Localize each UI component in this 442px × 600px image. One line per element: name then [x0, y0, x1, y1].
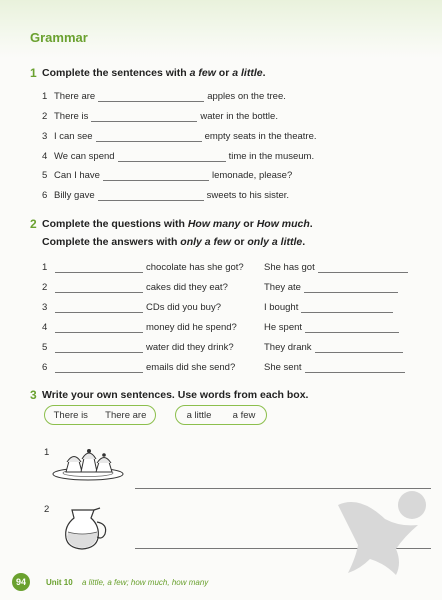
item-after-text: empty seats in the theatre. — [204, 131, 317, 142]
exercise-2-number: 2 — [30, 217, 37, 231]
ex2-answer-6 — [264, 359, 408, 373]
instr-text: . — [302, 236, 306, 248]
exercise-2-instruction-1 — [42, 218, 313, 230]
answer-blank[interactable] — [103, 170, 209, 181]
ex2-answer-3 — [264, 299, 396, 313]
picture-2-number: 2 — [44, 504, 50, 515]
instr-text: or — [240, 218, 257, 230]
exercise-3-number: 3 — [30, 388, 37, 402]
ex1-item-6 — [42, 187, 289, 201]
answer-blank[interactable] — [98, 190, 204, 201]
answer-blank[interactable] — [318, 262, 408, 273]
answer-blank[interactable] — [91, 111, 197, 122]
ex1-item-4 — [42, 148, 314, 162]
item-before-text: There are — [54, 91, 96, 102]
item-number: 6 — [42, 362, 48, 373]
item-number: 1 — [42, 91, 48, 102]
question-text: chocolate has she got? — [146, 262, 244, 273]
item-number: 2 — [42, 111, 48, 122]
item-after-text: apples on the tree. — [207, 91, 286, 102]
publisher-logo-icon — [330, 485, 440, 577]
item-after-text: sweets to his sister. — [206, 190, 290, 201]
item-before-text: There is — [54, 111, 89, 122]
question-text: cakes did they eat? — [146, 282, 228, 293]
question-blank[interactable] — [55, 282, 143, 293]
exercise-2-instruction-2 — [42, 236, 305, 248]
answer-blank[interactable] — [305, 362, 405, 373]
item-number: 1 — [42, 262, 48, 273]
answer-text: She has got — [264, 262, 315, 273]
footer-topic: a little, a few; how much, how many — [82, 578, 209, 587]
section-title: Grammar — [30, 30, 88, 45]
answer-text: They ate — [264, 282, 301, 293]
item-number: 2 — [42, 282, 48, 293]
item-number: 5 — [42, 170, 48, 181]
question-blank[interactable] — [55, 322, 143, 333]
instr-text: Complete the answers with — [42, 236, 181, 248]
word-option: a few — [232, 409, 256, 421]
question-text: money did he spend? — [146, 322, 237, 333]
answer-text: She sent — [264, 362, 302, 373]
jug-icon — [60, 504, 112, 552]
ex2-item-2 — [42, 279, 228, 293]
exercise-1-instruction — [42, 67, 266, 79]
answer-blank[interactable] — [315, 342, 403, 353]
instr-text: . — [262, 67, 266, 79]
instr-text: or — [215, 67, 233, 79]
ex2-answer-5 — [264, 339, 406, 353]
ex1-item-2 — [42, 108, 278, 122]
instr-text: or — [231, 236, 248, 248]
answer-text: He spent — [264, 322, 303, 333]
word-option: a little — [186, 409, 212, 421]
question-blank[interactable] — [55, 362, 143, 373]
question-text: emails did she send? — [146, 362, 236, 373]
item-before-text: Can I have — [54, 170, 100, 181]
cakes-plate-icon — [50, 447, 126, 483]
question-blank[interactable] — [55, 302, 143, 313]
item-after-text: lemonade, please? — [211, 170, 293, 181]
instr-emph: How many — [187, 218, 241, 230]
item-number: 4 — [42, 151, 48, 162]
word-box-1 — [44, 405, 156, 425]
page-number-badge: 94 — [12, 573, 30, 591]
ex2-answer-2 — [264, 279, 401, 293]
item-before-text: Billy gave — [54, 190, 95, 201]
answer-text: I bought — [264, 302, 299, 313]
question-text: water did they drink? — [146, 342, 234, 353]
ex2-answer-4 — [264, 319, 402, 333]
word-option: There are — [105, 409, 147, 421]
instr-text: . — [309, 218, 313, 230]
instr-emph: only a little — [247, 236, 303, 248]
answer-blank[interactable] — [98, 91, 204, 102]
item-before-text: I can see — [54, 131, 93, 142]
answer-blank[interactable] — [118, 151, 226, 162]
item-before-text: We can spend — [54, 151, 115, 162]
word-box-2 — [175, 405, 267, 425]
answer-blank[interactable] — [305, 322, 399, 333]
instr-emph: How much — [256, 218, 310, 230]
ex1-item-3 — [42, 128, 317, 142]
instr-emph: a little — [232, 67, 263, 79]
answer-blank[interactable] — [301, 302, 393, 313]
item-number: 6 — [42, 190, 48, 201]
answer-blank[interactable] — [96, 131, 202, 142]
header-band — [0, 0, 442, 58]
instr-emph: a few — [189, 67, 216, 79]
item-number: 3 — [42, 131, 48, 142]
ex1-item-5 — [42, 167, 292, 181]
ex2-item-3 — [42, 299, 221, 313]
word-option: There is — [53, 409, 88, 421]
item-after-text: time in the museum. — [228, 151, 315, 162]
ex2-item-4 — [42, 319, 237, 333]
item-number: 4 — [42, 322, 48, 333]
footer-unit: Unit 10 — [46, 578, 73, 587]
ex2-item-1 — [42, 259, 244, 273]
instr-text: Complete the questions with — [42, 218, 188, 230]
ex2-item-5 — [42, 339, 234, 353]
exercise-1-number: 1 — [30, 66, 37, 80]
question-blank[interactable] — [55, 342, 143, 353]
ex1-item-1 — [42, 88, 286, 102]
item-number: 3 — [42, 302, 48, 313]
picture-1-number: 1 — [44, 447, 50, 458]
item-after-text: water in the bottle. — [200, 111, 278, 122]
ex2-answer-1 — [264, 259, 411, 273]
answer-text: They drank — [264, 342, 312, 353]
instr-text: Complete the sentences with — [42, 67, 190, 79]
question-blank[interactable] — [55, 262, 143, 273]
item-number: 5 — [42, 342, 48, 353]
ex2-item-6 — [42, 359, 235, 373]
question-text: CDs did you buy? — [146, 302, 221, 313]
instr-emph: only a few — [180, 236, 232, 248]
answer-blank[interactable] — [304, 282, 398, 293]
exercise-3-instruction: Write your own sentences. Use words from each box. — [42, 389, 309, 401]
